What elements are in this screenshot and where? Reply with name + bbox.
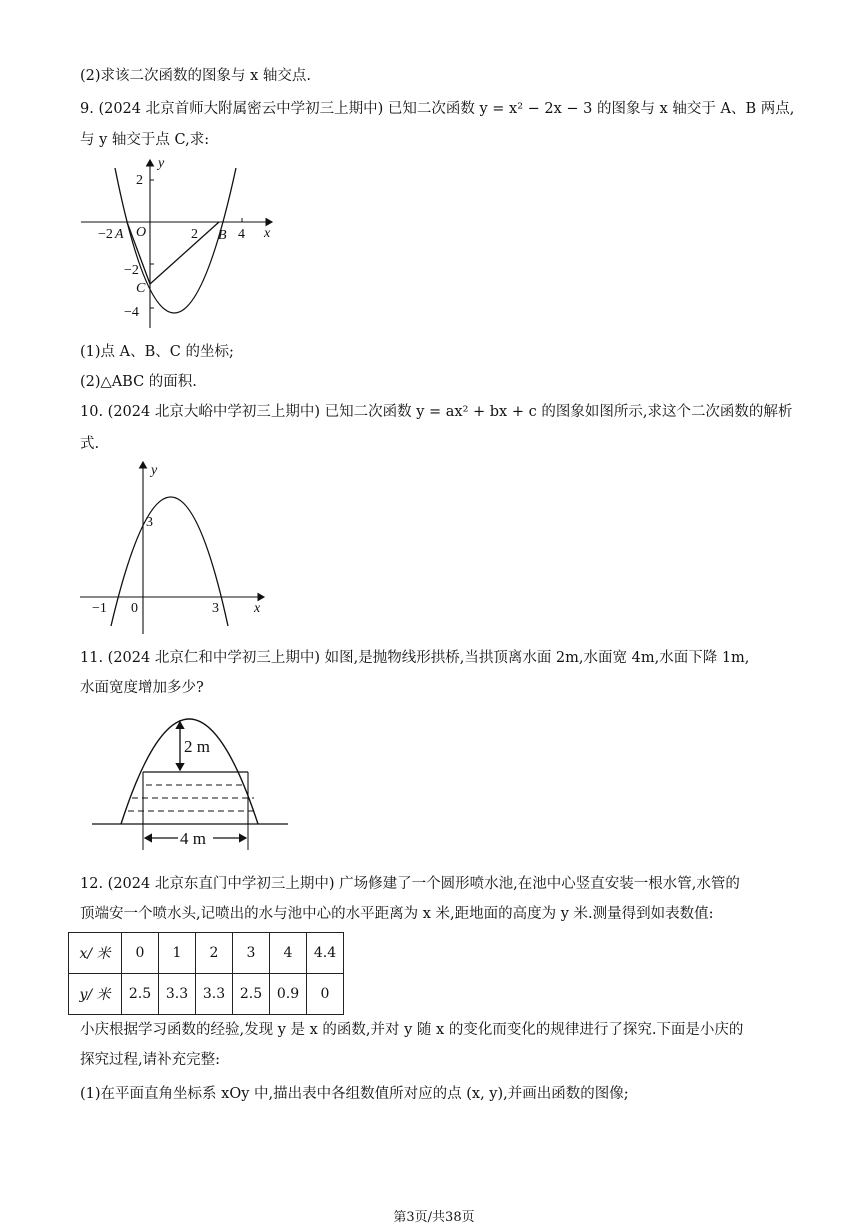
table-row-x xyxy=(69,933,344,974)
data-table xyxy=(68,932,344,1015)
tick-label-m2x: −2 xyxy=(98,227,113,242)
x-cell: 4 xyxy=(270,933,307,974)
width-label: 4 m xyxy=(180,829,206,848)
tick-label-4x: 4 xyxy=(238,227,245,242)
tick-label-m1: −1 xyxy=(92,601,107,616)
origin-label: O xyxy=(136,225,147,240)
x-header: x/ 米 xyxy=(69,933,122,974)
q10-stem-line1: 10. (2024 北京大峪中学初三上期中) 已知二次函数 y = ax² + bx + c 的图象如图所示,求这个二次函数的解析 xyxy=(80,404,793,420)
origin-label: 0 xyxy=(131,601,138,616)
tick-label-m2y: −2 xyxy=(124,263,139,278)
tick-label-2x: 2 xyxy=(191,227,198,242)
tick-label-3x: 3 xyxy=(212,601,219,616)
q11-stem-line1: 11. (2024 北京仁和中学初三上期中) 如图,是抛物线形拱桥,当拱顶离水面 2m,水面宽 4m,水面下降 1m, xyxy=(80,650,750,666)
q9-stem-line1: 9. (2024 北京首师大附属密云中学初三上期中) 已知二次函数 y = x² − 2x − 3 的图象与 x 轴交于 A、B 两点, xyxy=(80,101,795,117)
y-header: y/ 米 xyxy=(69,974,122,1015)
q9-part2: (2)△ABC 的面积. xyxy=(80,374,197,390)
point-C-label: C xyxy=(136,281,146,296)
q12-part1: (1)在平面直角坐标系 xOy 中,描出表中各组数值所对应的点 (x, y),并画出函数的图像; xyxy=(80,1086,629,1102)
y-axis-label: y xyxy=(158,158,165,171)
q12-stem-line2: 顶端安一个喷水头,记喷出的水与池中心的水平距离为 x 米,距地面的高度为 y 米.测量得到如表数值: xyxy=(80,906,714,922)
q10-stem-line2: 式. xyxy=(80,436,100,452)
x-cell: 2 xyxy=(196,933,233,974)
q11-arch-bridge-figure xyxy=(88,710,293,858)
x-cell: 0 xyxy=(122,933,159,974)
tick-label-3y: 3 xyxy=(146,515,153,530)
point-B-label: B xyxy=(218,228,227,243)
segment-BC xyxy=(150,222,219,284)
y-cell: 2.5 xyxy=(122,974,159,1015)
y-cell: 0 xyxy=(307,974,344,1015)
q9-stem-line2: 与 y 轴交于点 C,求: xyxy=(80,132,210,148)
q9-parabola-figure xyxy=(78,158,278,333)
x-axis-label: x xyxy=(254,601,261,616)
x-cell: 3 xyxy=(233,933,270,974)
point-A-label: A xyxy=(115,227,124,242)
page-footer: 第3页/共38页 xyxy=(393,1210,475,1225)
x-axis-label: x xyxy=(264,226,271,241)
q12-analysis-line1: 小庆根据学习函数的经验,发现 y 是 x 的函数,并对 y 随 x 的变化而变化的规律进行了探究.下面是小庆的 xyxy=(80,1022,744,1038)
y-cell: 2.5 xyxy=(233,974,270,1015)
q9-part1: (1)点 A、B、C 的坐标; xyxy=(80,344,234,360)
table-row-y xyxy=(69,974,344,1015)
y-cell: 3.3 xyxy=(159,974,196,1015)
x-cell: 4.4 xyxy=(307,933,344,974)
q8-part2: (2)求该二次函数的图象与 x 轴交点. xyxy=(80,68,312,84)
y-cell: 3.3 xyxy=(196,974,233,1015)
q12-analysis-line2: 探究过程,请补充完整: xyxy=(80,1052,220,1068)
tick-label-2y: 2 xyxy=(136,173,143,188)
q10-parabola-figure xyxy=(78,458,273,636)
parabola-curve xyxy=(111,497,228,626)
tick-label-m4y: −4 xyxy=(124,305,139,320)
y-axis-label: y xyxy=(151,463,158,478)
y-cell: 0.9 xyxy=(270,974,307,1015)
q11-stem-line2: 水面宽度增加多少? xyxy=(80,680,204,696)
height-label: 2 m xyxy=(184,737,210,756)
q12-stem-line1: 12. (2024 北京东直门中学初三上期中) 广场修建了一个圆形喷水池,在池中心竖直安装一根水管,水管的 xyxy=(80,876,740,892)
x-cell: 1 xyxy=(159,933,196,974)
